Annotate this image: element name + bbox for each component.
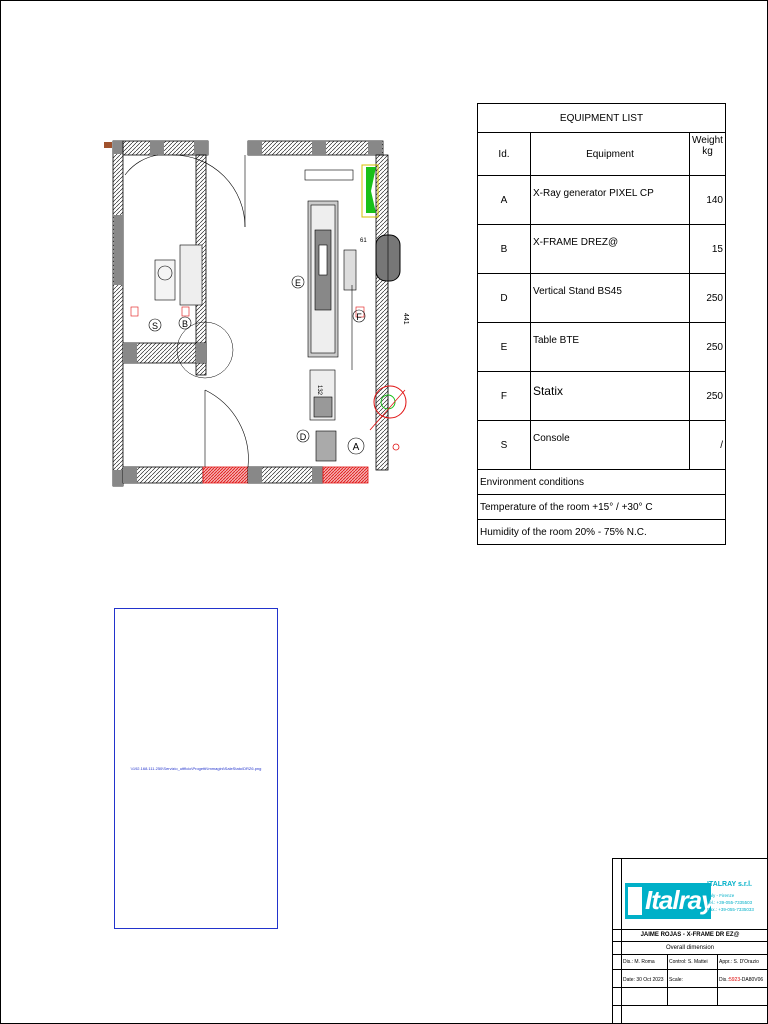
divider: [613, 1005, 767, 1006]
row-weight: 15: [690, 225, 726, 274]
company-name: ITALRAY s.r.l.: [707, 881, 752, 888]
row-id: S: [478, 421, 531, 470]
logo-text: Italray: [645, 885, 715, 915]
logo-area: [613, 859, 767, 930]
company-line: Tel.: +39-055-7335503: [707, 900, 753, 905]
equipment-list-table: [477, 103, 726, 545]
italray-logo-icon: [628, 887, 642, 915]
row-weight: 250: [690, 323, 726, 372]
row-weight: 250: [690, 372, 726, 421]
scale-label: Scale:: [669, 977, 683, 983]
control-label: Control: S. Mattei: [669, 959, 708, 965]
door-swings: [125, 155, 248, 467]
label-s: S: [151, 321, 159, 331]
table-row: [478, 323, 726, 372]
title-block: [612, 858, 767, 1023]
date-label: Date: 30 Oct 2023: [623, 977, 664, 983]
drawing-code-rest: -DA80V06: [740, 977, 764, 983]
header-equipment: Equipment: [530, 133, 689, 176]
table-row: [478, 176, 726, 225]
row-id: A: [478, 176, 531, 225]
corner-marker: [104, 142, 112, 148]
label-e: E: [294, 278, 302, 288]
drawing-code-prefix: Dis.:: [719, 977, 729, 983]
row-equipment: Statix: [530, 372, 689, 421]
environment-title: Environment conditions: [478, 470, 726, 495]
floor-plan-drawing: [100, 135, 420, 495]
row-equipment: X-FRAME DREZ@: [530, 225, 689, 274]
italray-logo: [625, 883, 715, 919]
dimension-441: 441: [402, 313, 409, 325]
row-weight: 250: [690, 274, 726, 323]
row-equipment: Console: [530, 421, 689, 470]
divider: [621, 859, 622, 1023]
divider: [667, 955, 668, 1005]
label-d: D: [299, 432, 307, 442]
dis-label: Dis.: M. Roma: [623, 959, 655, 965]
divider: [613, 987, 767, 988]
label-a: A: [352, 442, 360, 453]
drawing-code: [717, 973, 767, 987]
header-id: Id.: [478, 133, 531, 176]
dimension-61: 61: [360, 238, 367, 244]
project-name: JAIME ROJAS - X-FRAME DR EZ@: [613, 929, 767, 942]
dimension-132: 132: [316, 385, 322, 396]
environment-temperature: Temperature of the room +15° / +30° C: [478, 495, 726, 520]
environment-humidity: Humidity of the room 20% - 75% N.C.: [478, 520, 726, 545]
table-row: [478, 372, 726, 421]
drawing-subject: Overall dimension: [613, 942, 767, 955]
header-weight-line2: kg: [702, 146, 713, 157]
label-b: B: [181, 319, 189, 329]
row-id: F: [478, 372, 531, 421]
divider: [613, 969, 767, 970]
table-bte-shape: [305, 170, 356, 461]
row-weight: 140: [690, 176, 726, 225]
table-row: [478, 274, 726, 323]
appr-label: Appr.: S. D'Orazio: [719, 959, 759, 965]
drawing-code-red: 5923: [729, 977, 741, 983]
row-id: D: [478, 274, 531, 323]
image-placeholder-path: \\192.168.111.250\Servizio_utfficio\Progetti\Immagini\SaleStato\DRZ6.png: [130, 766, 262, 771]
table-row: [478, 421, 726, 470]
divider: [717, 955, 718, 1005]
label-f: F: [356, 312, 362, 322]
row-equipment: X-Ray generator PIXEL CP: [530, 176, 689, 225]
table-title: EQUIPMENT LIST: [478, 104, 726, 133]
table-row: [478, 225, 726, 274]
row-weight: /: [690, 421, 726, 470]
row-equipment: Table BTE: [530, 323, 689, 372]
company-line: Italy - Firenze: [707, 893, 735, 898]
company-line: Fax.: +39-055-7335033: [707, 907, 754, 912]
row-equipment: Vertical Stand BS45: [530, 274, 689, 323]
header-weight-line1: Weight: [692, 135, 723, 146]
image-placeholder: [114, 608, 278, 929]
row-id: E: [478, 323, 531, 372]
header-weight: [690, 133, 726, 176]
row-id: B: [478, 225, 531, 274]
